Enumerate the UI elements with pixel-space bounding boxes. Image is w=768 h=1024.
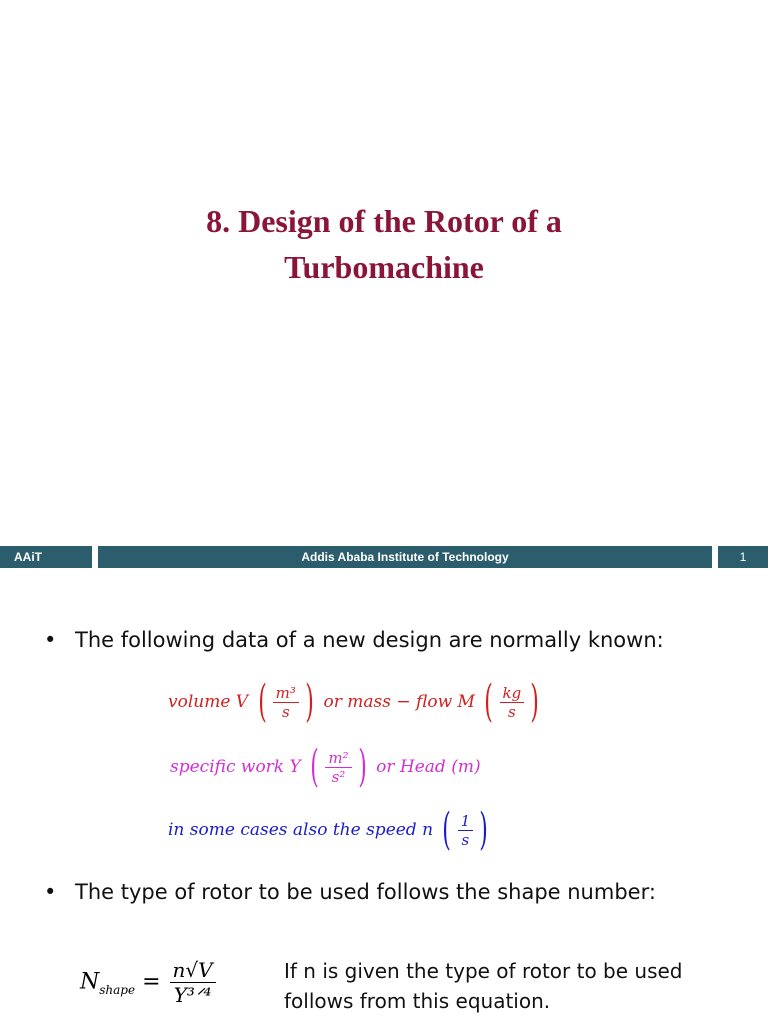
denominator: s [461,830,470,849]
denominator: s [508,702,516,721]
denominator: s [281,702,290,721]
eq-subscript: shape [99,982,136,997]
paren-left-icon: ( [310,741,320,792]
fraction [500,684,525,721]
paren-right-icon: ) [530,676,540,727]
footer-page-number: 1 [718,546,768,568]
bullet-text: The type of rotor to be used follows the shape number: [75,880,656,904]
math-text: in some cases also the speed n [168,820,434,840]
slide-title [0,198,768,290]
math-text: volume V [168,692,249,712]
denominator: Y³ᐟ⁴ [173,983,212,1007]
numerator: n√V [170,958,216,983]
footer-left-tab [0,546,92,568]
paren-left-icon: ( [442,804,452,855]
numerator: 1 [458,812,474,831]
paren-left-icon: ( [484,676,494,727]
fraction [325,749,351,786]
note-line-2: follows from this equation. [284,989,551,1013]
math-text: specific work Y [170,757,301,777]
fraction [273,684,299,721]
eq-equals: = [142,969,161,995]
fraction [170,958,216,1007]
shape-number-equation [80,958,218,1007]
eq-lhs: N [80,969,100,995]
paren-right-icon: ) [479,804,489,855]
equation-specific-work [170,741,481,792]
footer-org-short: AAiT [14,550,42,564]
denominator: s² [331,767,346,786]
paren-right-icon: ) [357,741,367,792]
numerator: kg [500,684,525,703]
math-text: or Head (m) [376,757,481,777]
shape-number-note [284,956,683,1016]
bullet-dot-icon: • [44,628,57,652]
numerator: m³ [273,684,299,703]
bullet-text: The following data of a new design are normally known: [75,628,664,652]
math-text: or mass − flow M [323,692,475,712]
numerator: m² [325,749,351,768]
footer-institute: Addis Ababa Institute of Technology [98,546,712,568]
title-line-1: 8. Design of the Rotor of a [206,203,562,239]
equation-volume-mass-flow [168,676,543,727]
paren-right-icon: ) [305,676,314,727]
fraction [458,812,474,849]
title-line-2: Turbomachine [284,249,484,285]
note-line-1: If n is given the type of rotor to be used [284,959,683,983]
bullet-dot-icon: • [44,880,57,904]
paren-left-icon: ( [257,676,267,727]
equation-speed [168,804,492,855]
